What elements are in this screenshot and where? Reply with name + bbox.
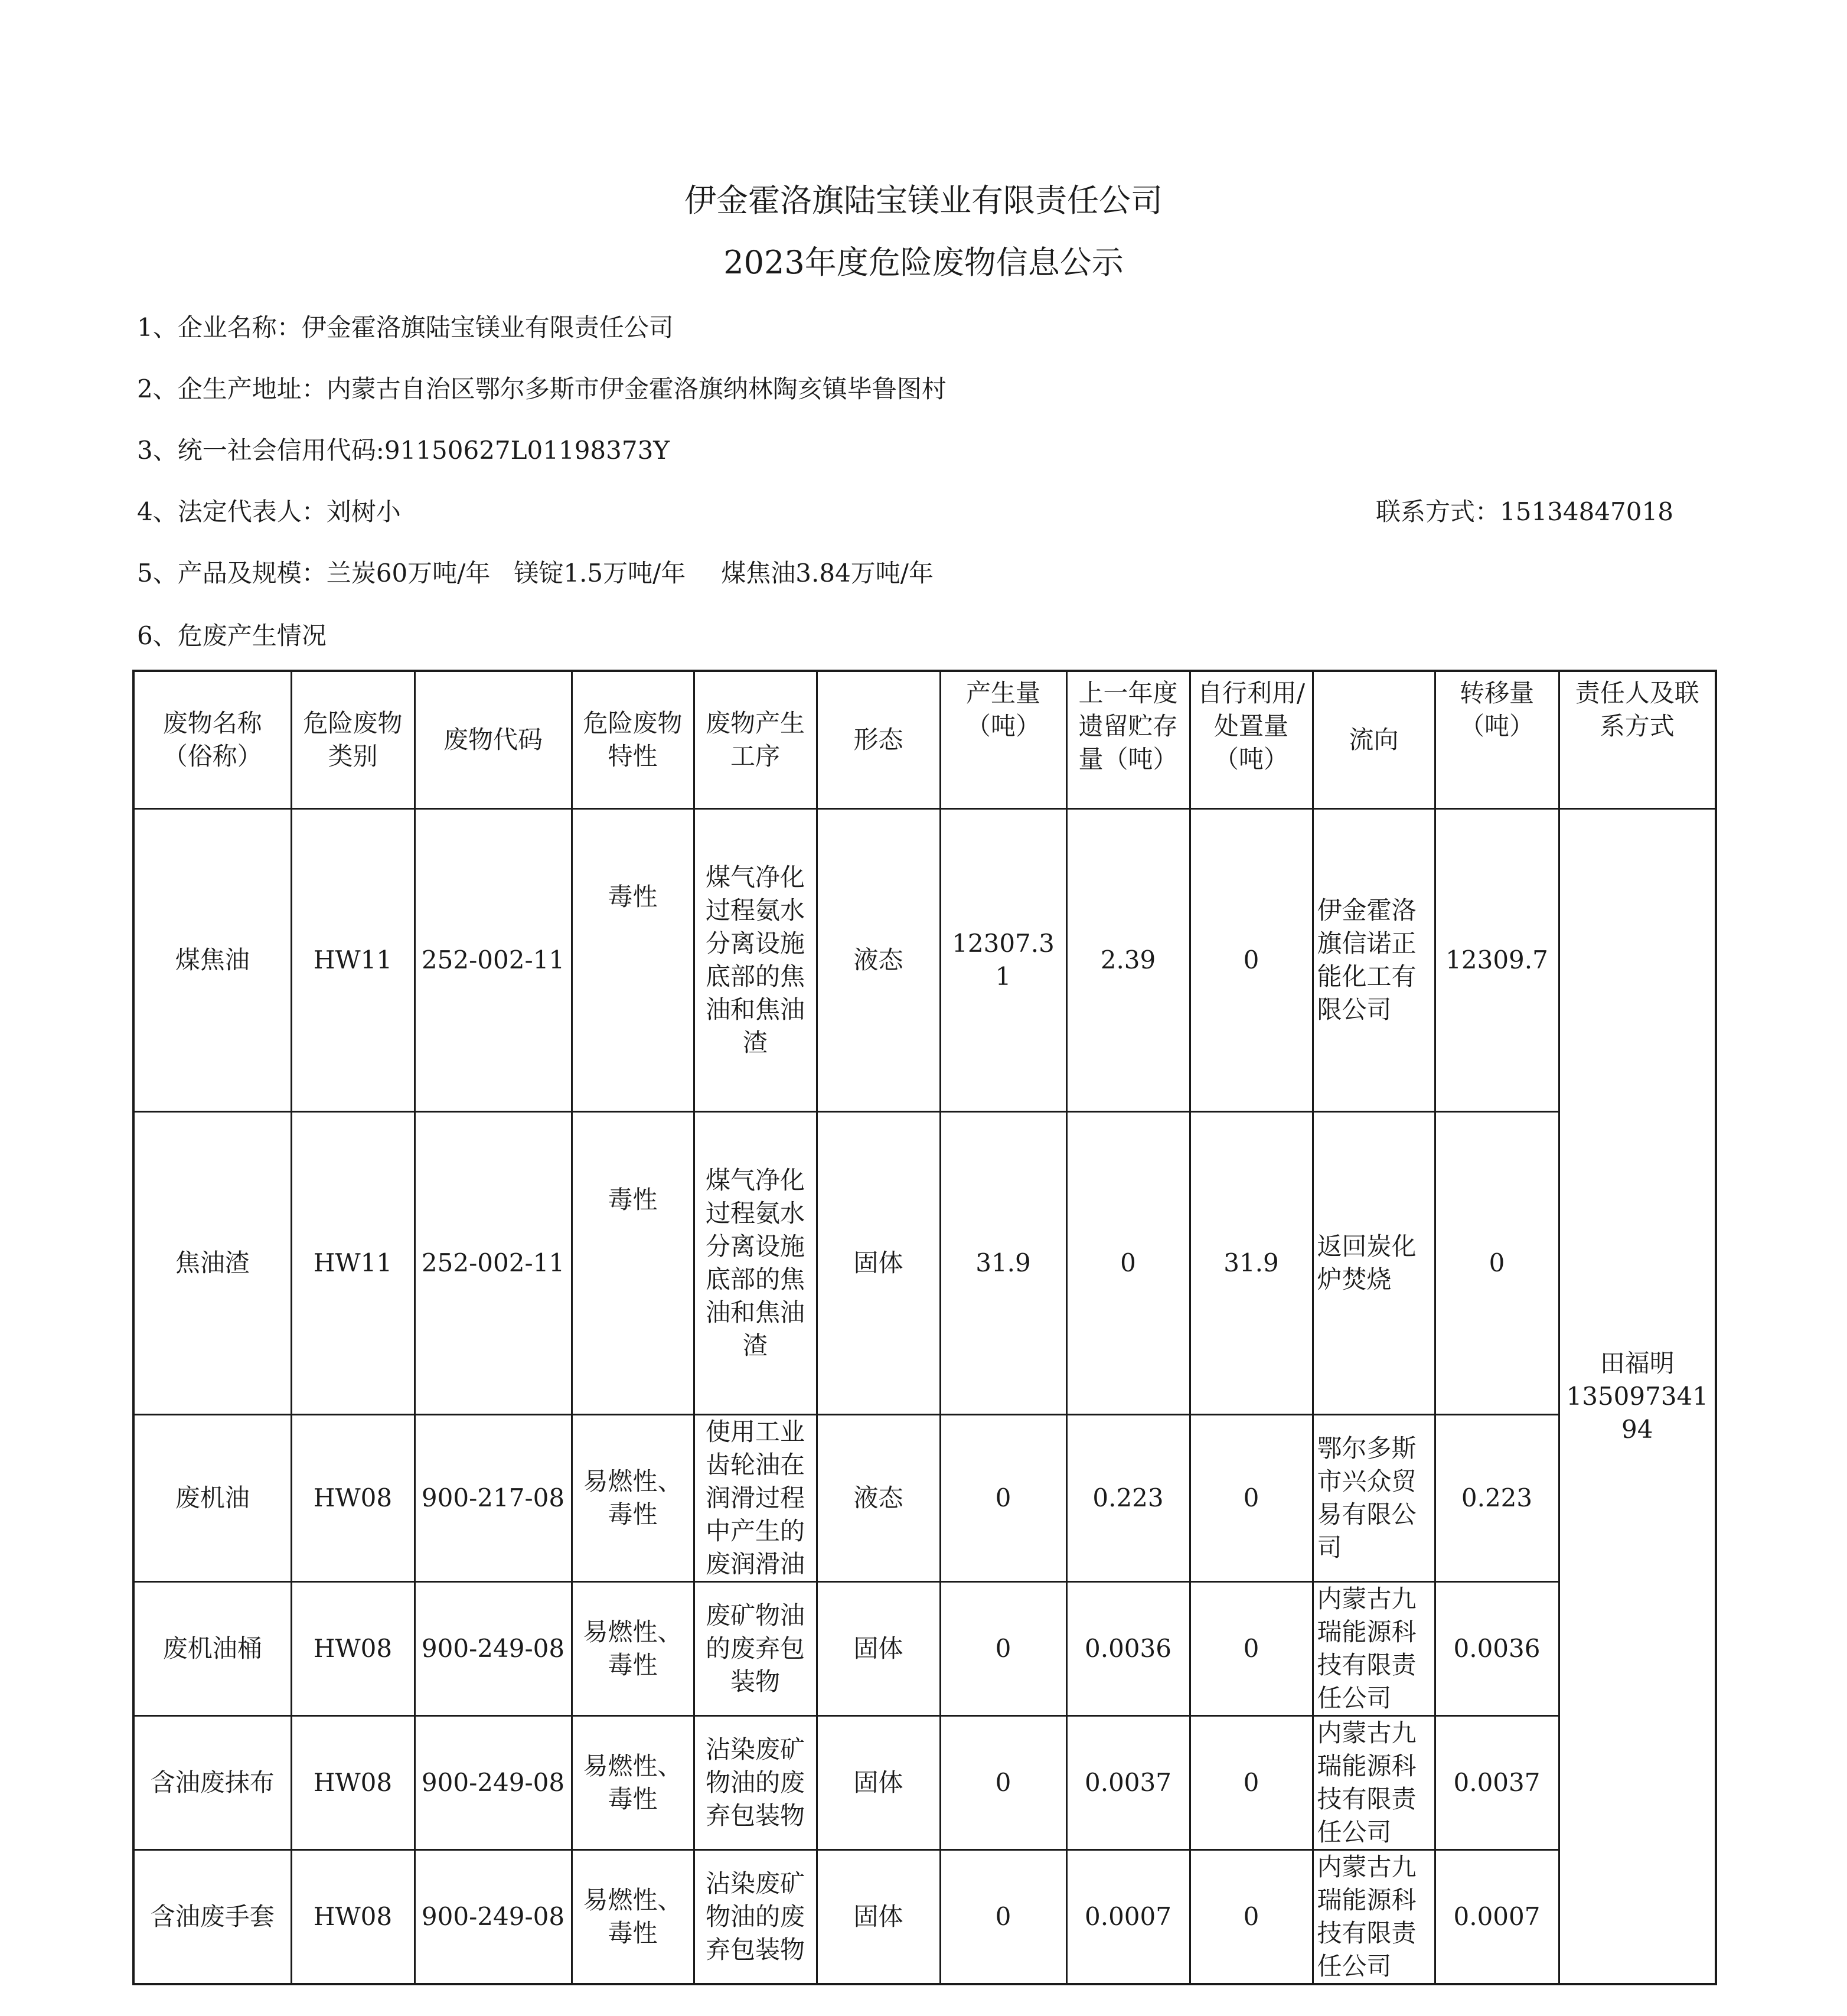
cell-name: 含油废抹布 <box>133 1716 291 1850</box>
cell-self-disposal: 0 <box>1190 809 1313 1112</box>
table-header-row <box>133 671 1716 809</box>
cell-form: 固体 <box>817 1582 940 1716</box>
cell-code: 900-249-08 <box>415 1582 572 1716</box>
cell-property: 毒性 <box>572 809 694 1112</box>
cell-property: 易燃性、毒性 <box>572 1582 694 1716</box>
cell-self-disposal: 0 <box>1190 1415 1313 1582</box>
cell-code: 252-002-11 <box>415 809 572 1112</box>
cell-destination: 鄂尔多斯市兴众贸易有限公司 <box>1313 1415 1435 1582</box>
cell-code: 900-249-08 <box>415 1716 572 1850</box>
header-cell: 废物名称（俗称） <box>133 671 291 809</box>
document-subtitle: 2023年度危险废物信息公示 <box>723 244 1124 281</box>
table-row <box>133 1716 1716 1850</box>
cell-category: HW08 <box>291 1716 415 1850</box>
cell-form: 固体 <box>817 1112 940 1415</box>
table-row <box>133 809 1716 1112</box>
cell-process: 使用工业齿轮油在润滑过程中产生的废润滑油 <box>694 1415 817 1582</box>
header-cell: 危险废物特性 <box>572 671 694 809</box>
info-credit-code: 3、统一社会信用代码:91150627L01198373Y <box>137 436 670 465</box>
cell-transferred: 0 <box>1435 1112 1559 1415</box>
cell-category: HW11 <box>291 1112 415 1415</box>
header-cell: 危险废物类别 <box>291 671 415 809</box>
header-cell: 转移量（吨） <box>1435 671 1559 809</box>
header-cell: 废物代码 <box>415 671 572 809</box>
info-section-heading: 6、危废产生情况 <box>137 621 327 650</box>
cell-produced: 0 <box>940 1850 1066 1985</box>
cell-property: 易燃性、毒性 <box>572 1415 694 1582</box>
cell-destination: 内蒙古九瑞能源科技有限责任公司 <box>1313 1716 1435 1850</box>
cell-form: 固体 <box>817 1716 940 1850</box>
cell-category: HW11 <box>291 809 415 1112</box>
cell-transferred: 12309.7 <box>1435 809 1559 1112</box>
header-cell: 责任人及联系方式 <box>1559 671 1716 809</box>
cell-category: HW08 <box>291 1415 415 1582</box>
cell-process: 废矿物油的废弃包装物 <box>694 1582 817 1716</box>
cell-name: 废机油 <box>133 1415 291 1582</box>
cell-code: 900-217-08 <box>415 1415 572 1582</box>
product-coal-tar: 煤焦油3.84万吨/年 <box>721 559 934 588</box>
cell-self-disposal: 0 <box>1190 1716 1313 1850</box>
table-row <box>133 1582 1716 1716</box>
cell-carryover: 0.0036 <box>1066 1582 1190 1716</box>
product-magnesium: 镁锭1.5万吨/年 <box>514 559 686 588</box>
cell-destination: 伊金霍洛旗信诺正能化工有限公司 <box>1313 809 1435 1112</box>
cell-destination: 内蒙古九瑞能源科技有限责任公司 <box>1313 1582 1435 1716</box>
cell-carryover: 0.223 <box>1066 1415 1190 1582</box>
cell-property: 毒性 <box>572 1112 694 1415</box>
cell-property: 易燃性、毒性 <box>572 1850 694 1985</box>
cell-responsible <box>1559 809 1716 1985</box>
responsible-name: 田福明 <box>1600 1348 1675 1378</box>
responsible-phone: 13509734194 <box>1566 1381 1708 1444</box>
cell-self-disposal: 31.9 <box>1190 1112 1313 1415</box>
cell-category: HW08 <box>291 1582 415 1716</box>
info-address: 2、企生产地址：内蒙古自治区鄂尔多斯市伊金霍洛旗纳林陶亥镇毕鲁图村 <box>137 374 947 403</box>
cell-produced: 31.9 <box>940 1112 1066 1415</box>
cell-form: 固体 <box>817 1850 940 1985</box>
cell-transferred: 0.0036 <box>1435 1582 1559 1716</box>
cell-self-disposal: 0 <box>1190 1850 1313 1985</box>
cell-carryover: 0.0037 <box>1066 1716 1190 1850</box>
cell-process: 煤气净化过程氨水分离设施底部的焦油和焦油渣 <box>694 809 817 1112</box>
cell-form: 液态 <box>817 1415 940 1582</box>
info-contact: 联系方式：15134847018 <box>1376 497 1673 526</box>
cell-form: 液态 <box>817 809 940 1112</box>
hazardous-waste-table <box>132 670 1717 1985</box>
cell-self-disposal: 0 <box>1190 1582 1313 1716</box>
cell-carryover: 0 <box>1066 1112 1190 1415</box>
info-products <box>137 559 934 588</box>
cell-transferred: 0.0007 <box>1435 1850 1559 1985</box>
cell-produced: 0 <box>940 1716 1066 1850</box>
header-cell: 自行利用/处置量（吨） <box>1190 671 1313 809</box>
info-legal-rep: 4、法定代表人：刘树小 <box>137 497 401 526</box>
cell-process: 煤气净化过程氨水分离设施底部的焦油和焦油渣 <box>694 1112 817 1415</box>
cell-property: 易燃性、毒性 <box>572 1716 694 1850</box>
header-cell: 废物产生工序 <box>694 671 817 809</box>
header-cell: 产生量（吨） <box>940 671 1066 809</box>
cell-name: 含油废手套 <box>133 1850 291 1985</box>
cell-name: 焦油渣 <box>133 1112 291 1415</box>
cell-category: HW08 <box>291 1850 415 1985</box>
table-row <box>133 1415 1716 1582</box>
info-company: 1、企业名称：伊金霍洛旗陆宝镁业有限责任公司 <box>137 313 674 342</box>
cell-code: 900-249-08 <box>415 1850 572 1985</box>
cell-destination: 内蒙古九瑞能源科技有限责任公司 <box>1313 1850 1435 1985</box>
table-row <box>133 1850 1716 1985</box>
cell-code: 252-002-11 <box>415 1112 572 1415</box>
cell-name: 煤焦油 <box>133 809 291 1112</box>
cell-carryover: 0.0007 <box>1066 1850 1190 1985</box>
cell-transferred: 0.223 <box>1435 1415 1559 1582</box>
header-cell: 流向 <box>1313 671 1435 809</box>
cell-carryover: 2.39 <box>1066 809 1190 1112</box>
cell-transferred: 0.0037 <box>1435 1716 1559 1850</box>
cell-name: 废机油桶 <box>133 1582 291 1716</box>
cell-produced: 0 <box>940 1582 1066 1716</box>
cell-process: 沾染废矿物油的废弃包装物 <box>694 1850 817 1985</box>
cell-destination: 返回炭化炉焚烧 <box>1313 1112 1435 1415</box>
header-cell: 形态 <box>817 671 940 809</box>
cell-produced: 0 <box>940 1415 1066 1582</box>
product-lanthan: 5、产品及规模：兰炭60万吨/年 <box>137 559 491 588</box>
table-row <box>133 1112 1716 1415</box>
document-title: 伊金霍洛旗陆宝镁业有限责任公司 <box>684 182 1163 219</box>
header-cell: 上一年度遗留贮存量（吨） <box>1066 671 1190 809</box>
cell-produced: 12307.31 <box>940 809 1066 1112</box>
cell-process: 沾染废矿物油的废弃包装物 <box>694 1716 817 1850</box>
